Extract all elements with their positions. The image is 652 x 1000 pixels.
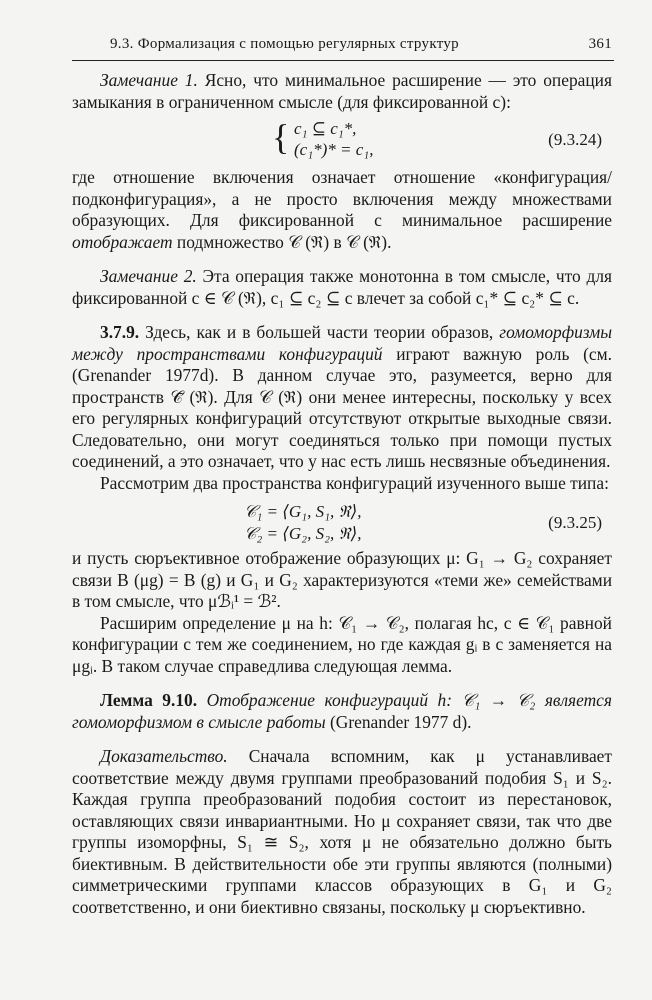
paragraph-inclusion-text-a: где отношение включения означает отношение «конфигурация/подконфигурация», а не просто включения между множествами образующих. Для фиксированной c минимальное расширение [72,167,612,230]
lemma-9-10 [72,690,612,733]
lemma-label: Лемма 9.10. [100,690,198,710]
paragraph-inclusion-text-c: подмножество 𝒞 (ℜ) в 𝒞 (ℜ). [172,231,392,252]
equation-9-3-25 [72,494,612,548]
remark-1-text: Ясно, что минимальное расширение — это операция замыкания в ограниченном смысле (для фиксированной c): [72,70,612,112]
remark-2-label: Замечание 2. [100,266,197,286]
paragraph-surjective: и пусть сюръективное отображение образующих μ: G₁ → G₂ сохраняет связи B (μg) = B (g) и G₁ и G₂ характеризуются «теми же» семействами в том смысле, что μℬᵢ¹ = ℬ². [72,548,612,611]
equation-line-2: 𝒞₂ = ⟨G₂, S₂, ℜ⟩, [244,524,362,543]
paragraph-extend: Расширим определение μ на h: 𝒞₁ → 𝒞₂, полагая hc, c ∈ 𝒞₁ равной конфигурации c тем же соединением, но где каждая gᵢ в c заменяется на μgᵢ. В таком случае справедлива следующая лемма. [72,612,612,676]
paragraph-inclusion-italic: отображает [72,231,173,252]
equation-9-3-24 [72,113,612,167]
equation-line-2: (c₁*)* = c₁, [294,140,374,159]
remark-2-text: Эта операция также монотонна в том смысле, что для фиксированной c ∈ 𝒞 (ℜ), c₁ ⊆ c₂ ⊆ c влечет за собой c₁* ⊆ c₂* ⊆ c. [72,266,612,308]
proof [72,746,612,918]
section-number: 3.7.9. [100,322,140,342]
remark-1 [72,70,612,113]
running-title: 9.3. Формализация с помощью регулярных структур [110,36,459,52]
page-body [72,70,612,918]
left-brace: { [272,117,290,157]
proof-text: Сначала вспомним, как μ устанавливает соответствие между двумя группами преобразований подобия S₁ и S₂. Каждая группа преобразований подобия состоит из перестановок, оставляющих связи инвариантными. Но μ сохраняет связи, так что две группы изоморфны, S₁ ≅ S₂, хотя μ не обязательно должно быть биективным. В действительности обе эти группы являются (полными) симметрическими группами классов образующих в G₁ и G₂ соответственно, и они биективно связаны, поскольку μ сюръективно. [72,746,612,917]
paragraph-inclusion [72,167,612,253]
section-text-a: Здесь, как и в большей части теории образов, [139,322,500,342]
remark-2 [72,266,612,309]
page-number: 361 [588,36,612,52]
section-italic: гомоморфизмы между пространствами конфигураций [72,322,612,364]
section-text-b: играют важную роль (см. (Grenander 1977d). В данном случае это, разумеется, верно для пространств 𝒞̄ (ℜ). Для 𝒞 (ℜ) они менее интересны, поскольку у всех его регулярных конфигураций отсутствуют открытые выходные связи. Следовательно, они могут соединяться только при помощи пустых соединений, а это означает, что у нас есть лишь несвязные объединения. [72,343,612,471]
remark-1-label: Замечание 1. [100,70,198,90]
section-3-7-9 [72,322,612,473]
equation-number: (9.3.24) [548,130,602,149]
equation-line-1: 𝒞₁ = ⟨G₁, S₁, ℜ⟩, [244,502,362,521]
paragraph-consider: Рассмотрим два пространства конфигураций изученного выше типа: [100,472,609,493]
header-rule [72,60,614,61]
proof-label: Доказательство. [100,746,228,766]
equation-number: (9.3.25) [548,513,602,532]
equation-line-1: c₁ ⊆ c₁*, [294,119,357,138]
lemma-statement: Отображение конфигураций h: 𝒞₁ → 𝒞₂ является гомоморфизмом в смысле работы [72,690,612,732]
lemma-citation: (Grenander 1977 d). [325,711,472,732]
running-header [110,36,612,53]
